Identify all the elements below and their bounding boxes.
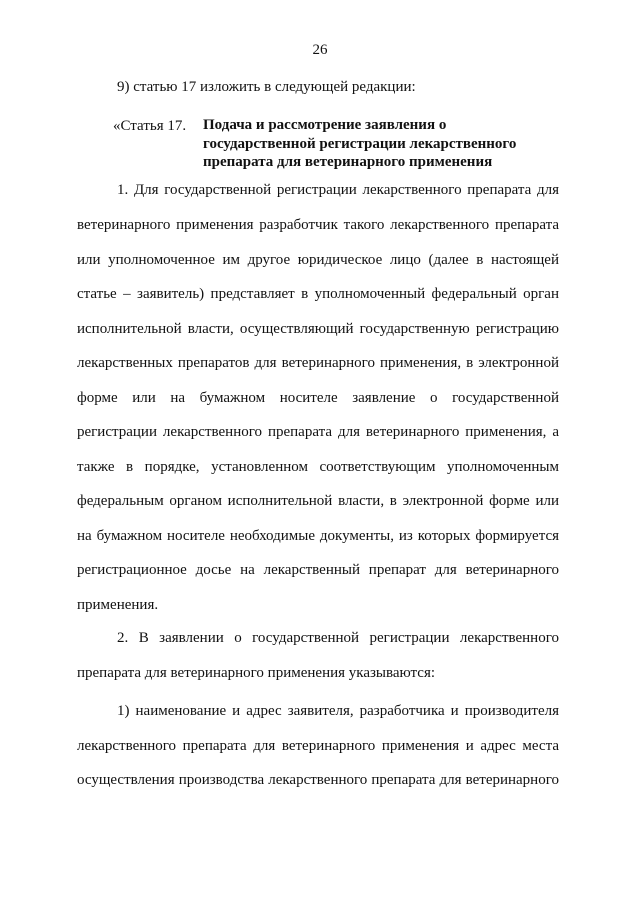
text-line: препарата для ветеринарного применения указываются: (77, 665, 436, 681)
article-label: «Статья 17. (113, 118, 187, 134)
article-title-line: препарата для ветеринарного применения (203, 154, 493, 170)
text-line: применения. (77, 597, 159, 613)
text-line: на бумажном носителе необходимые документы, из которых формируется (77, 528, 559, 544)
text-line: исполнительной власти, осуществляющий государственную регистрацию (77, 321, 559, 337)
text-line: 1. Для государственной регистрации лекарственного препарата для (117, 182, 559, 198)
article-title (203, 116, 533, 172)
text-line: федеральным органом исполнительной власти, в электронной форме или (77, 493, 559, 509)
text-line: осуществления производства лекарственного препарата для ветеринарного (77, 772, 559, 788)
text-line: регистрации лекарственного препарата для ветеринарного применения, а (77, 424, 559, 440)
text-line: лекарственных препаратов для ветеринарного применения, в электронной (77, 355, 559, 371)
text-line: статье – заявитель) представляет в уполномоченный федеральный орган (77, 286, 559, 302)
page-number: 26 (312, 42, 328, 58)
text-line: лекарственного препарата для ветеринарного применения и адрес места (77, 738, 559, 754)
text-line: 1) наименование и адрес заявителя, разработчика и производителя (117, 703, 559, 719)
article-title-line: Подача и рассмотрение заявления о (203, 117, 447, 133)
amendment-intro: 9) статью 17 изложить в следующей редакции: (117, 79, 416, 95)
text-line: ветеринарного применения разработчик такого лекарственного препарата (77, 217, 559, 233)
text-line: регистрационное досье на лекарственный препарат для ветеринарного (77, 562, 559, 578)
text-line: форме или на бумажном носителе заявление о государственной (77, 390, 559, 406)
article-title-line: государственной регистрации лекарственного (203, 135, 517, 152)
text-line: 2. В заявлении о государственной регистрации лекарственного (117, 630, 559, 646)
text-line: или уполномоченное им другое юридическое лицо (далее в настоящей (77, 252, 559, 268)
text-line: также в порядке, установленном соответствующим уполномоченным (77, 459, 559, 475)
